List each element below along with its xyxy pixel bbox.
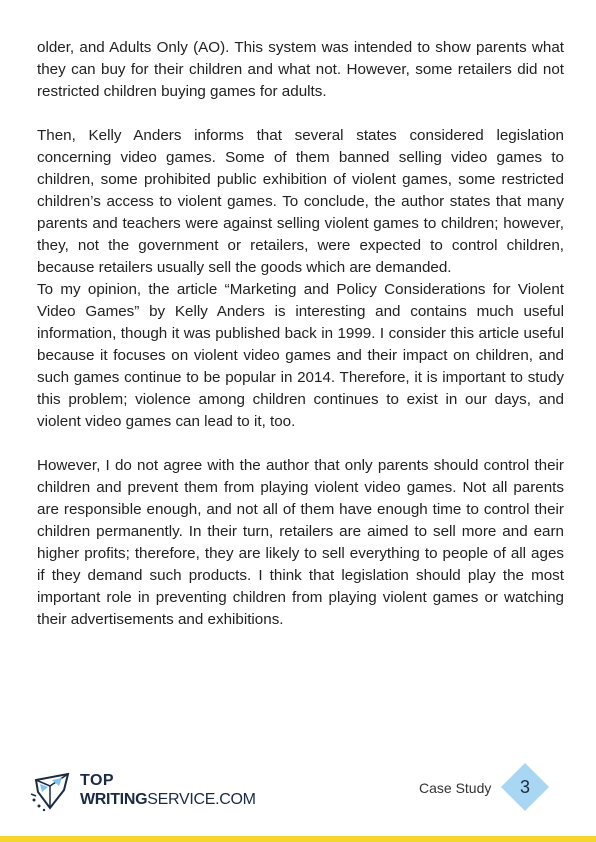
logo-top-text: TOP <box>80 772 115 789</box>
logo-bold-text: WRITING <box>80 791 148 808</box>
diamond-logo-icon <box>30 770 74 814</box>
logo-bottom-text <box>80 790 256 810</box>
footer-accent-bar <box>0 836 596 842</box>
document-body <box>37 37 564 631</box>
brand-logo[interactable] <box>30 770 260 820</box>
logo-rest-text: SERVICE.COM <box>147 791 256 808</box>
logo-wordmark <box>80 772 256 810</box>
paragraph-1: older, and Adults Only (AO). This system was intended to show parents what they can buy for their children and what not. However, some retailers did not restricted children buying games for adults. <box>37 39 564 100</box>
page-footer <box>0 760 596 842</box>
page-number: 3 <box>519 777 530 797</box>
paragraph-gap <box>37 103 564 125</box>
paragraph-3: To my opinion, the article “Marketing and Policy Considerations for Violent Video Games” by Kelly Anders is interesting and contains much useful information, though it was published back in 1999. I consider this article useful because it focuses on violent video games and their impact on children, and such games continue to be popular in 2014. Therefore, it is important to study this problem; violence among children continues to exist in our days, and violent video games can lead to it, too. <box>37 281 564 430</box>
paragraph-4: However, I do not agree with the author that only parents should control their children and prevent them from playing violent video games. Not all parents are responsible enough, and not all of them have enough time to control their children permanently. In their turn, retailers are aimed to sell more and earn higher profits; therefore, they are likely to sell everything to people of all ages if they demand such products. I think that legislation should play the most important role in preventing children from playing violent games or watching their advertisements and exhibitions. <box>37 457 564 628</box>
paragraph-gap <box>37 433 564 455</box>
section-label: Case Study <box>419 780 492 796</box>
paragraph-2: Then, Kelly Anders informs that several states considered legislation concerning video games. Some of them banned selling video games to children, some prohibited public exhibition of violent games, some restricted children’s access to violent games. To conclude, the author states that many parents and teachers were against selling violent games to children; however, they, not the government or retailers, were expected to control children, because retailers usually sell the goods which are demanded. <box>37 127 564 276</box>
